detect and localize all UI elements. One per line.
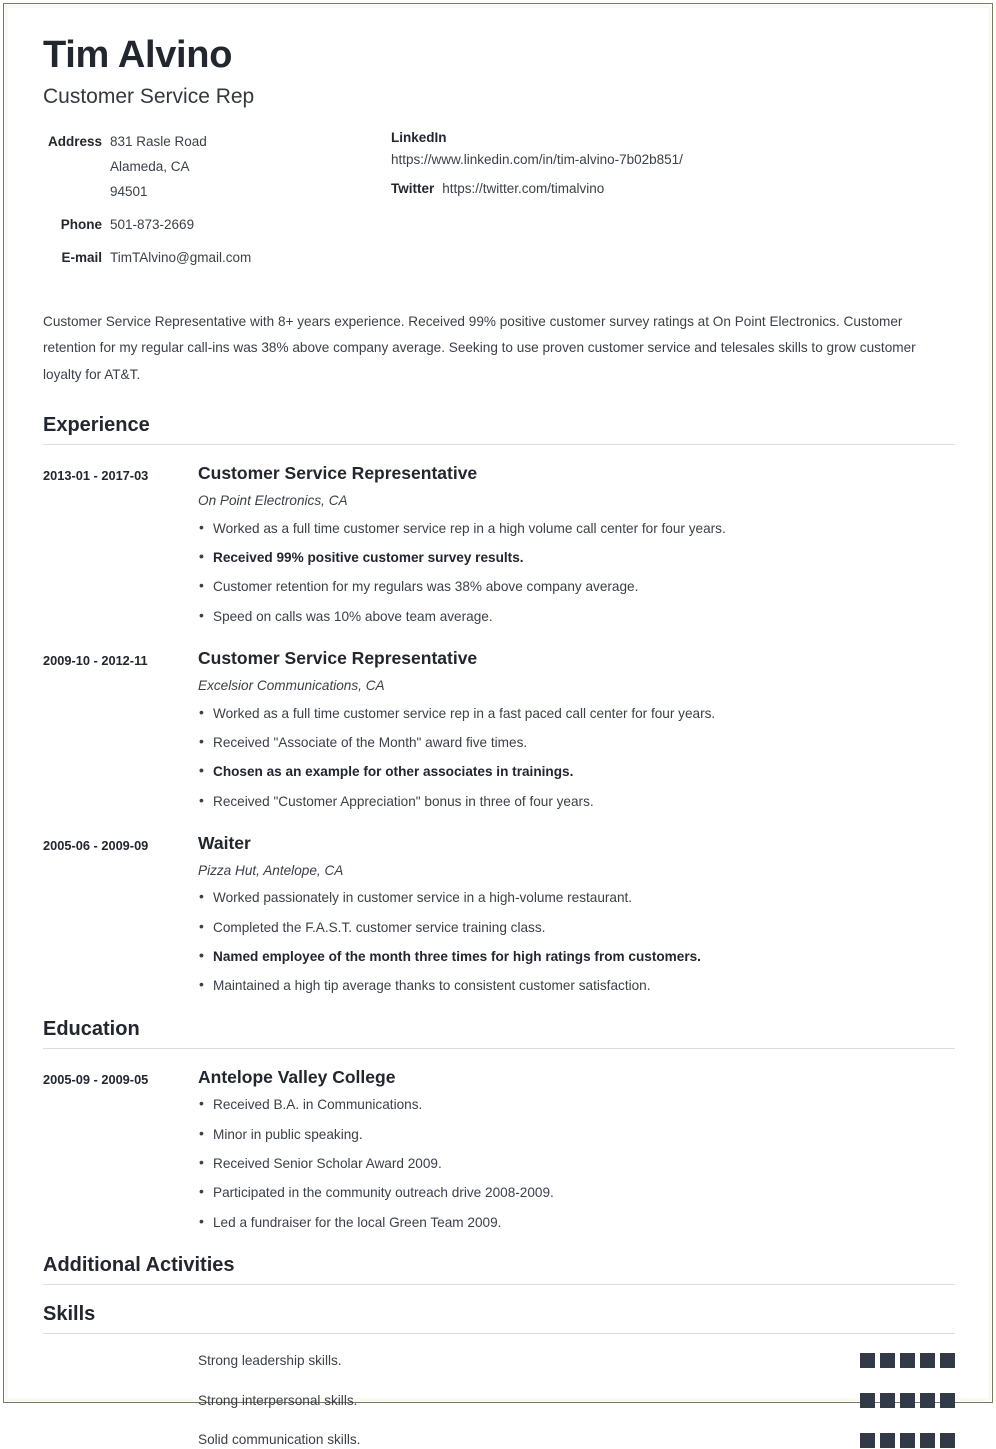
entry bbox=[43, 648, 955, 811]
skill-rating bbox=[860, 1433, 955, 1448]
skills-list bbox=[43, 1352, 955, 1449]
entry-heading: Waiter bbox=[198, 832, 251, 853]
section-title-experience: Experience bbox=[43, 414, 150, 437]
linkedin-block bbox=[391, 130, 955, 169]
entry-body bbox=[198, 1067, 955, 1232]
entry-bullet: • Maintained a high tip average thanks to consistent customer satisfaction. bbox=[198, 976, 955, 995]
entry-bullet: • Completed the F.A.S.T. customer service training class. bbox=[198, 918, 955, 937]
section-experience bbox=[43, 414, 955, 995]
section-rule-education bbox=[43, 1048, 955, 1049]
skill-box-filled bbox=[880, 1393, 895, 1408]
skill-name: Strong interpersonal skills. bbox=[198, 1392, 358, 1408]
address-label: Address bbox=[47, 133, 102, 149]
entry-bullet: • Received Senior Scholar Award 2009. bbox=[198, 1154, 955, 1173]
entry-bullet: • Worked passionately in customer service in a high-volume restaurant. bbox=[198, 888, 955, 907]
email-value[interactable]: TimTAlvino@gmail.com bbox=[110, 249, 252, 265]
entry-bullet: • Minor in public speaking. bbox=[198, 1125, 955, 1144]
section-rule-additional-activities bbox=[43, 1284, 955, 1285]
education-entries bbox=[43, 1067, 955, 1232]
section-rule-experience bbox=[43, 444, 955, 445]
entry-bullet: • Received B.A. in Communications. bbox=[198, 1095, 955, 1114]
skill-box-filled bbox=[860, 1393, 875, 1408]
skill-rating bbox=[860, 1353, 955, 1368]
skill-box-filled bbox=[920, 1393, 935, 1408]
address-line-2: Alameda, CA bbox=[110, 158, 190, 174]
skill-name: Strong leadership skills. bbox=[198, 1352, 342, 1368]
entry-bullet-list bbox=[198, 1095, 955, 1231]
entry-bullet: • Chosen as an example for other associates in trainings. bbox=[198, 762, 955, 781]
section-education bbox=[43, 1018, 955, 1232]
skill-row bbox=[43, 1431, 955, 1449]
entry-dates: 2005-09 - 2009-05 bbox=[43, 1071, 149, 1087]
entry-bullet: • Received "Associate of the Month" award five times. bbox=[198, 733, 955, 752]
twitter-url[interactable]: https://twitter.com/timalvino bbox=[442, 180, 605, 196]
email-label: E-mail bbox=[61, 249, 102, 265]
candidate-name: Tim Alvino bbox=[43, 34, 233, 76]
section-additional-activities bbox=[43, 1254, 955, 1285]
entry-bullet: • Led a fundraiser for the local Green Team 2009. bbox=[198, 1213, 955, 1232]
linkedin-url[interactable]: https://www.linkedin.com/in/tim-alvino-7b02b851/ bbox=[391, 151, 683, 167]
entry-bullet: • Customer retention for my regulars was 38% above company average. bbox=[198, 577, 955, 596]
entry-body bbox=[198, 463, 955, 626]
skill-box-filled bbox=[940, 1433, 955, 1448]
entry bbox=[43, 833, 955, 996]
section-title-additional-activities: Additional Activities bbox=[43, 1253, 235, 1276]
entry-bullet: • Received "Customer Appreciation" bonus in three of four years. bbox=[198, 792, 955, 811]
section-rule-skills bbox=[43, 1333, 955, 1334]
entry-heading: Customer Service Representative bbox=[198, 648, 478, 669]
skill-name: Solid communication skills. bbox=[198, 1432, 361, 1448]
skill-box-filled bbox=[880, 1353, 895, 1368]
entry-bullet: • Named employee of the month three times for high ratings from customers. bbox=[198, 947, 955, 966]
entry-dates: 2005-06 - 2009-09 bbox=[43, 837, 149, 853]
entry-subheading: On Point Electronics, CA bbox=[198, 493, 348, 509]
experience-entries bbox=[43, 463, 955, 995]
contact-column-right bbox=[391, 130, 955, 279]
entry-dates: 2013-01 - 2017-03 bbox=[43, 468, 149, 484]
entry-bullet: • Participated in the community outreach drive 2008-2009. bbox=[198, 1183, 955, 1202]
entry-bullet: • Worked as a full time customer service rep in a fast paced call center for four years. bbox=[198, 704, 955, 723]
entry-bullet-list bbox=[198, 704, 955, 811]
address-line-1: 831 Rasle Road bbox=[110, 133, 207, 149]
skill-box-filled bbox=[900, 1433, 915, 1448]
entry bbox=[43, 1067, 955, 1232]
entry-bullet: • Speed on calls was 10% above team average. bbox=[198, 607, 955, 626]
entry-subheading: Excelsior Communications, CA bbox=[198, 677, 385, 693]
address-line-3: 94501 bbox=[110, 183, 148, 199]
linkedin-label: LinkedIn bbox=[391, 129, 447, 145]
skill-box-filled bbox=[920, 1433, 935, 1448]
twitter-label: Twitter bbox=[391, 180, 435, 196]
contact-row-phone bbox=[43, 213, 391, 238]
skill-box-filled bbox=[900, 1353, 915, 1368]
skill-box-filled bbox=[880, 1433, 895, 1448]
skill-box-filled bbox=[940, 1353, 955, 1368]
skill-box-filled bbox=[900, 1393, 915, 1408]
skill-box-filled bbox=[860, 1353, 875, 1368]
contact-row-address bbox=[43, 130, 391, 205]
skill-box-filled bbox=[920, 1353, 935, 1368]
entry-bullet-list bbox=[198, 519, 955, 626]
candidate-job-title: Customer Service Rep bbox=[43, 84, 255, 108]
professional-summary: Customer Service Representative with 8+ years experience. Received 99% positive customer survey ratings at On Point Electronics. Customer retention for my regular call-ins was 38% above company average. Seeking to use proven customer service and telesales skills to grow customer loyalty for AT&T. bbox=[43, 313, 916, 382]
entry-subheading: Pizza Hut, Antelope, CA bbox=[198, 862, 344, 878]
entry-bullet-list bbox=[198, 888, 955, 995]
entry-body bbox=[198, 833, 955, 996]
contact-block bbox=[43, 130, 955, 279]
entry-bullet: • Worked as a full time customer service rep in a high volume call center for four years. bbox=[198, 519, 955, 538]
entry-heading: Antelope Valley College bbox=[198, 1066, 396, 1087]
contact-row-email bbox=[43, 246, 391, 271]
section-title-skills: Skills bbox=[43, 1302, 96, 1325]
address-value bbox=[110, 130, 207, 205]
phone-value: 501-873-2669 bbox=[110, 216, 195, 232]
entry-heading: Customer Service Representative bbox=[198, 463, 478, 484]
twitter-block bbox=[391, 181, 955, 196]
skill-row bbox=[43, 1352, 955, 1370]
skill-box-filled bbox=[940, 1393, 955, 1408]
phone-label: Phone bbox=[60, 216, 102, 232]
skill-rating bbox=[860, 1393, 955, 1408]
skill-row bbox=[43, 1392, 955, 1410]
contact-column-left bbox=[43, 130, 391, 279]
section-skills bbox=[43, 1303, 955, 1449]
skill-box-filled bbox=[860, 1433, 875, 1448]
entry-body bbox=[198, 648, 955, 811]
section-title-education: Education bbox=[43, 1017, 140, 1040]
entry-dates: 2009-10 - 2012-11 bbox=[43, 653, 148, 669]
entry bbox=[43, 463, 955, 626]
entry-bullet: • Received 99% positive customer survey results. bbox=[198, 548, 955, 567]
